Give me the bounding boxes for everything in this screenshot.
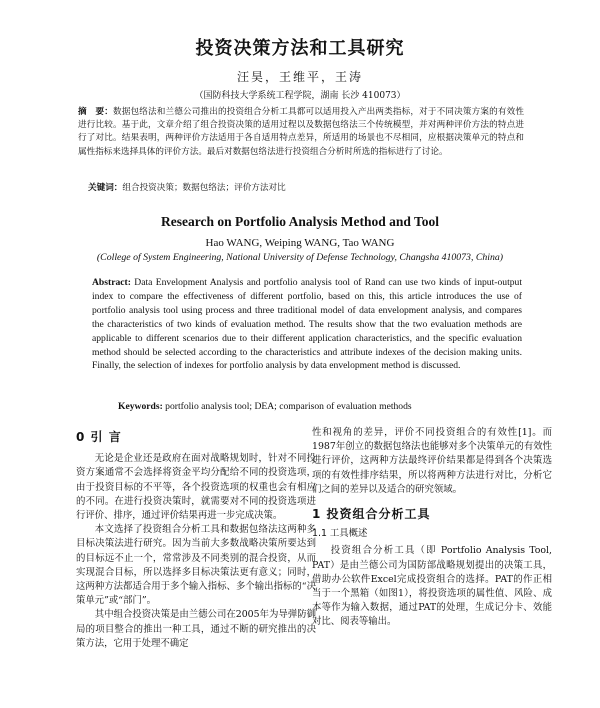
english-abstract-text: Data Envelopment Analysis and portfolio analysis tool of Rand can use two kinds of input-output index to compare the effectiveness of different portfolio, based on this, this article introduces the use of portfolio analysis tool using process and three traditional model of data envelopment analysis, and compares the characteristics of two kinds of evaluation method. The results show that the two evaluation methods are applicable to different scenarios due to their different application characteristics, and the specific evaluation method should be selected according to the characteristics and attribute indexes of the decision making units. Finally, the selection of indexes for portfolio analysis by data envelopment method is discussed.	[92, 277, 522, 372]
left-paragraph-2: 本文选择了投资组合分析工具和数据包络法这两种多目标决策法进行研究。因为当前大多数战略决策所要达到的目标远不止一个，常常涉及不同类别的混合投资，从而实现混合目标，所以选择多目标决策法更有意义；同时，这两种方法都适合用于多个输入指标、多个输出指标的“决策单元”或“部门”。	[76, 524, 316, 607]
section-1-heading: 1 投资组合分析工具	[312, 507, 431, 522]
chinese-abstract-label: 摘 要：	[78, 107, 113, 117]
english-affiliation: (College of System Engineering, National University of Defense Technology, Changsha 410073, China)	[96, 252, 504, 263]
left-paragraph-1: 无论是企业还是政府在面对战略规划时，针对不同投资方案通常不会选择将资金平均分配给不同的投资选项，由于投资目标的不平等，各个投资选项的权重也会有相应的不同。在进行投资决策时，就需要对不同的投资选项进行评价、排序，通过评价结果再进一步完成决策。	[76, 453, 316, 522]
chinese-keywords-text: 组合投资决策；数据包络法；评价方法对比	[122, 183, 286, 193]
section-0-heading: 0 引 言	[76, 430, 122, 444]
english-title: Research on Portfolio Analysis Method and Tool	[160, 214, 440, 229]
english-keywords-text: portfolio analysis tool; DEA; comparison of evaluation methods	[165, 401, 412, 412]
left-paragraph-3: 其中组合投资决策是由兰德公司在2005年为导弹防御局的项目整合的推出一种工具，通过不断的研究推出的决策方法，它用于处理不确定	[76, 609, 316, 649]
english-abstract-label: Abstract:	[92, 277, 131, 288]
english-keywords-label: Keywords:	[118, 401, 163, 412]
right-paragraph-1: 性和视角的差异，评价不同投资组合的有效性[1]。而1987年创立的数据包络法也能够对多个决策单元的有效性进行评价，这两种方法最终评价结果都是得到各个决策选项的有效性排序结果，所以将两种方法进行对比，分析它们之间的差异以及适合的研究领域。	[312, 427, 552, 495]
chinese-affiliation: （国防科技大学系统工程学院，湖南 长沙 410073）	[194, 91, 406, 101]
chinese-abstract-text: 数据包络法和兰德公司推出的投资组合分析工具都可以适用投入产出两类指标，对于不同决策方案的有效性进行比较。基于此，文章介绍了组合投资决策的适用过程以及数据包络法三个传统模型，并对两种评价方法的特点进行了对比。结果表明，两种评价方法适用于各自适用特点差异，所适用的场景也不尽相同，应根据决策单元的特点和属性指标来选择具体的评价方法。最后对数据包络法进行投资组合分析时所选的指标进行了讨论。	[78, 107, 524, 157]
section-1-1-heading: 1.1 工具概述	[312, 528, 368, 540]
english-keywords	[118, 401, 538, 412]
chinese-authors: 汪昊，王维平，王涛	[236, 70, 363, 84]
body-column-right	[312, 426, 552, 630]
english-authors: Hao WANG, Weiping WANG, Tao WANG	[205, 237, 395, 249]
chinese-title: 投资决策方法和工具研究	[195, 38, 405, 59]
english-abstract	[92, 276, 522, 373]
chinese-keywords-label: 关键词：	[88, 183, 123, 193]
chinese-keywords	[88, 182, 524, 195]
chinese-abstract	[78, 106, 524, 159]
body-column-left	[76, 426, 316, 651]
right-paragraph-2: 投资组合分析工具（即 Portfolio Analysis Tool, PAT）是由兰德公司为国防部战略规划提出的决策工具，借助办公软件Excel完成投资组合的选择。PAT的作正相当于一个黑箱（如图1），将投资选项的属性值、风险、成本等作为输入数据，通过PAT的处理，生成记分卡、效能对比、阅表等输出。	[312, 545, 552, 628]
